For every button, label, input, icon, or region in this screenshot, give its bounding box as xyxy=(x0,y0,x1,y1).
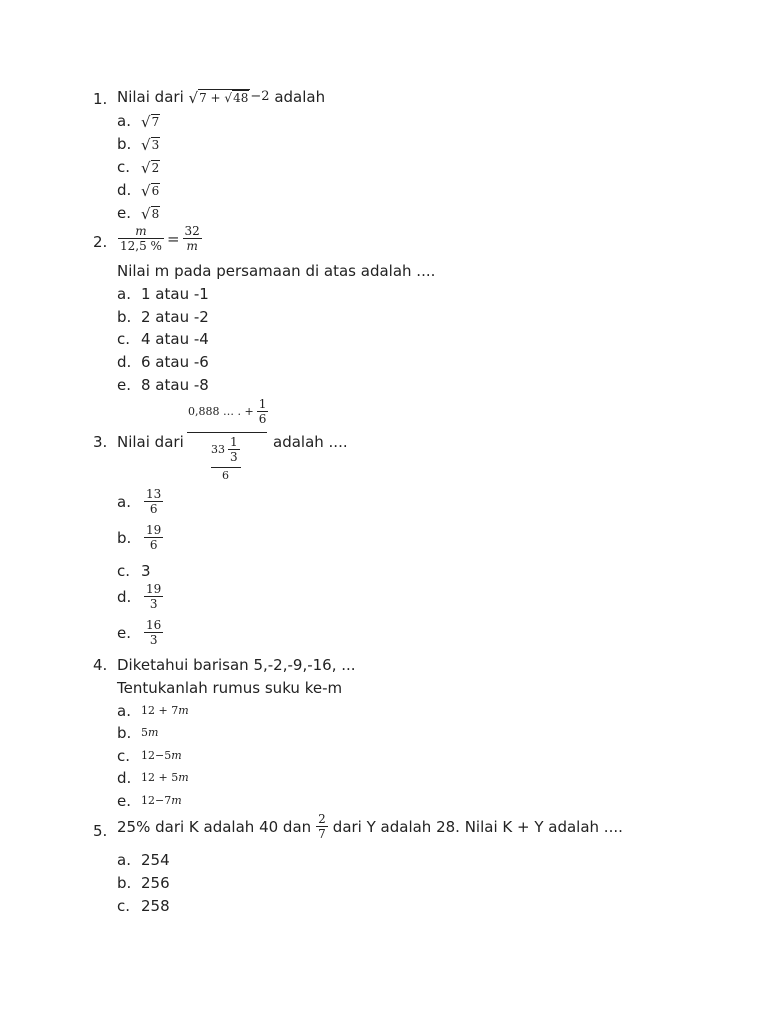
q2-question: Nilai m pada persamaan di atas adalah .... xyxy=(117,262,436,280)
q2-equation: $\frac{m}{12,5 \%}$ = $\frac{32}{m}$ xyxy=(120,224,200,253)
q3-suffix: adalah .... xyxy=(273,433,348,451)
q2-lhs-fraction: $\frac{m}{12,5 \%}$ xyxy=(120,224,162,253)
q4-option-a: a. 12 + 7 m xyxy=(117,702,189,720)
q3-main-fraction-bar xyxy=(187,432,267,433)
q1-prefix: Nilai dari xyxy=(117,88,184,106)
q4-line1: Diketahui barisan 5,-2,-9,-16, ... xyxy=(117,656,356,674)
q2-option-e: e. 8 atau -8 xyxy=(117,376,209,394)
q3-option-b: b. $\frac{19}{6}$ xyxy=(117,523,162,552)
q1-number: 1. xyxy=(93,90,108,108)
q1-option-d: d. √ 6 xyxy=(117,181,160,200)
q2-rhs-fraction: $\frac{32}{m}$ xyxy=(184,224,200,253)
q5-option-b: b. 256 xyxy=(117,874,170,892)
q3-bottom-denominator: 6 xyxy=(222,469,229,482)
q5-number: 5. xyxy=(93,822,108,840)
q3-top-expression: 0,888 … . + $\frac{1}{6}$ xyxy=(188,397,267,426)
q5-option-a: a. 254 xyxy=(117,851,170,869)
q1-option-b: b. √ 3 xyxy=(117,135,160,154)
radical-icon: √ xyxy=(141,112,151,131)
q4-option-c: c. 12−5 m xyxy=(117,747,182,765)
q4-option-d: d. 12 + 5 m xyxy=(117,769,189,787)
q3-number: 3. xyxy=(93,433,108,451)
q2-number: 2. xyxy=(93,233,108,251)
q5-stem: 25% dari K adalah 40 dan $\frac{2}{7}$ dari Y adalah 28. Nilai K + Y adalah .... xyxy=(117,812,623,841)
radical-icon: √ xyxy=(141,181,151,200)
q3-option-e: e. $\frac{16}{3}$ xyxy=(117,618,162,647)
radical-icon: √ xyxy=(141,158,151,177)
radical-icon: √ xyxy=(141,204,151,223)
q3-prefix: Nilai dari xyxy=(117,433,184,451)
radical-icon: √ xyxy=(141,135,151,154)
q1-option-a: a. √ 7 xyxy=(117,112,160,131)
q4-option-e: e. 12−7 m xyxy=(117,792,182,810)
q1-inner-root xyxy=(224,90,249,105)
q1-option-c: c. √ 2 xyxy=(117,158,160,177)
q3-bottom-numerator: 33 $\frac{1}{3}$ xyxy=(211,435,238,464)
radical-icon: √ xyxy=(224,91,233,105)
q3-option-d: d. $\frac{19}{3}$ xyxy=(117,582,162,611)
q1-stem xyxy=(117,88,325,106)
q2-option-a: a. 1 atau -1 xyxy=(117,285,209,303)
q4-option-b: b. 5 m xyxy=(117,724,159,742)
q3-option-c: c. 3 xyxy=(117,562,151,580)
q2-option-b: b. 2 atau -2 xyxy=(117,308,209,326)
radical-icon: √ xyxy=(188,89,199,107)
q4-number: 4. xyxy=(93,656,108,674)
q5-fraction: $\frac{2}{7}$ xyxy=(318,812,326,841)
q1-tail: −2 xyxy=(250,89,270,104)
q1-inner-a: 7 + xyxy=(199,91,221,105)
q3-bottom-fraction-bar xyxy=(211,467,241,468)
q1-option-e: e. √ 8 xyxy=(117,204,160,223)
q1-inner-b: 48 xyxy=(233,91,249,105)
q5-option-c: c. 258 xyxy=(117,897,170,915)
q3-option-a: a. $\frac{13}{6}$ xyxy=(117,487,162,516)
q1-suffix: adalah xyxy=(274,88,326,106)
q4-line2: Tentukanlah rumus suku ke-m xyxy=(117,679,343,697)
q2-option-d: d. 6 atau -6 xyxy=(117,353,209,371)
q2-option-c: c. 4 atau -4 xyxy=(117,330,209,348)
q1-outer-root xyxy=(189,89,251,105)
